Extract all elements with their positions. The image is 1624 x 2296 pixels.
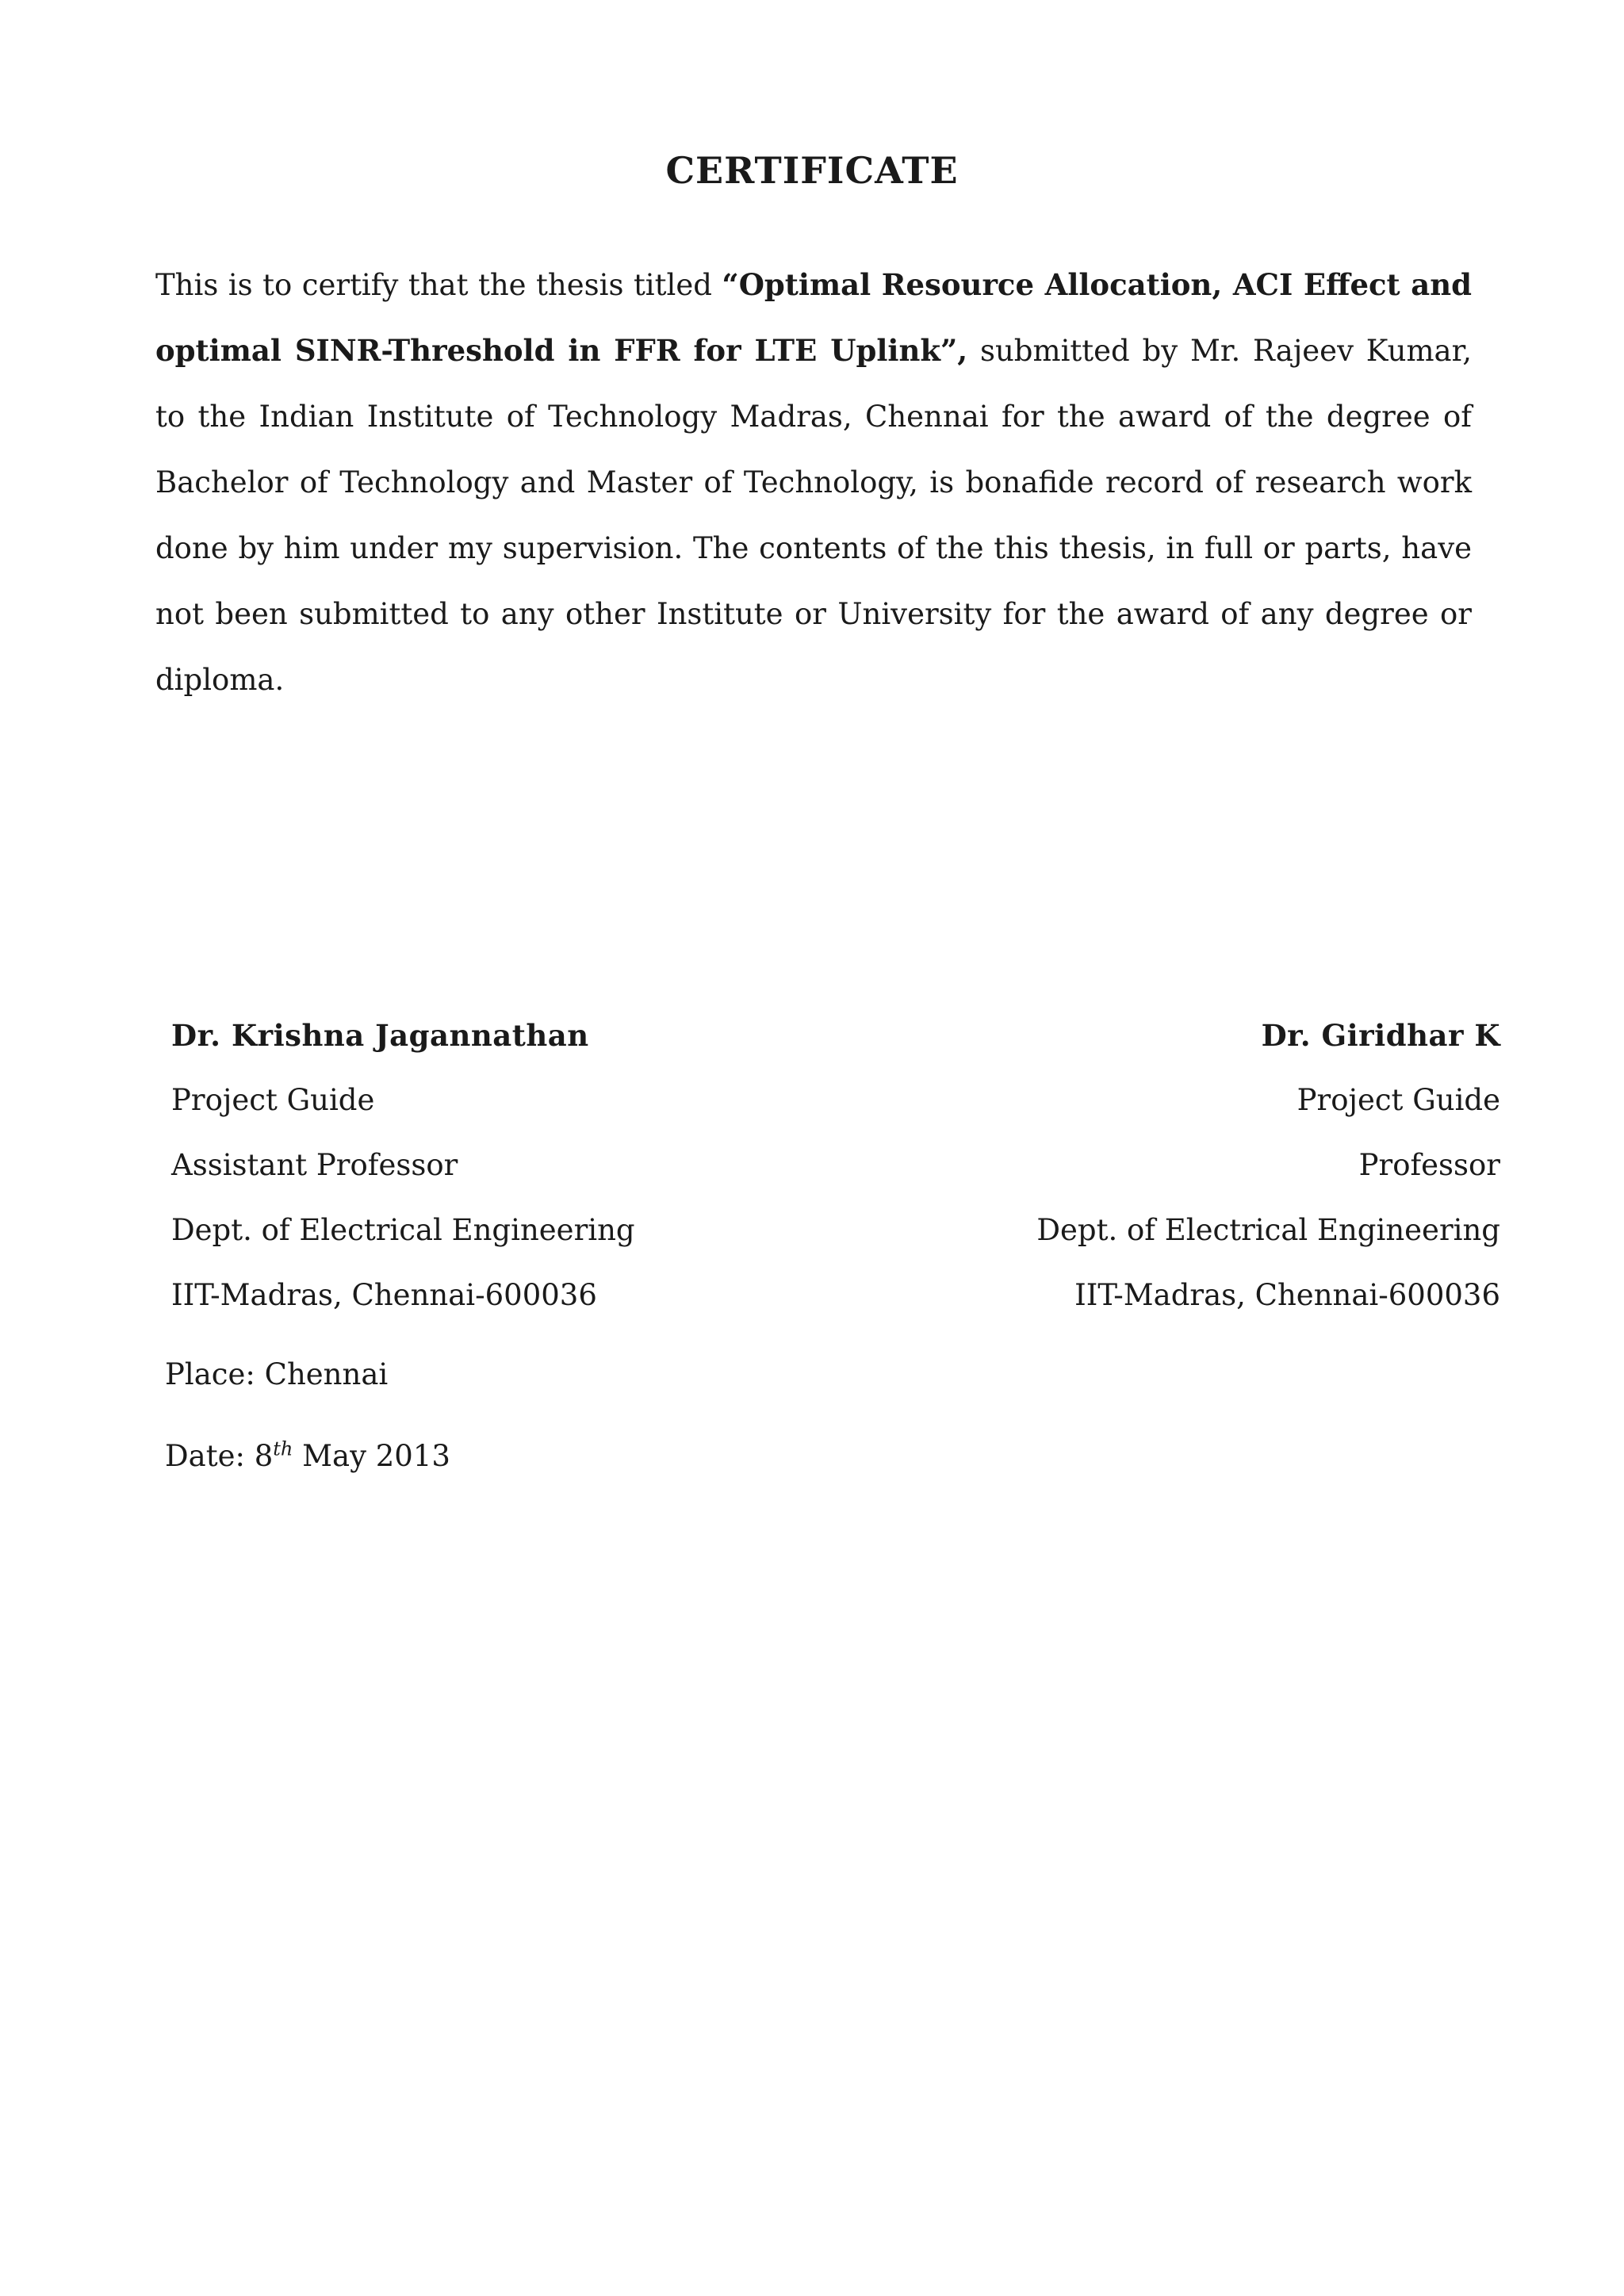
date-suffix: May 2013 (293, 1439, 450, 1473)
thesis-title: “Optimal Resource Allocation, ACI Effect and optimal SINR-Threshold in FFR for LTE Uplink”, (155, 267, 1472, 368)
body-intro: This is to certify that the thesis titled (155, 268, 722, 302)
signatory-role: Project Guide (1297, 1083, 1500, 1117)
signatory-institute: IIT-Madras, Chennai-600036 (1074, 1278, 1500, 1312)
body-rest: submitted by Mr. Rajeev Kumar, to the Indian Institute of Technology Madras, Chennai for the award of the degree of Bachelor of Technology and Master of Technology, is bonafide record of research work done by him under my supervision. The contents of the this thesis, in full or parts, have not been submitted to any other Institute or University for the award of any degree or diploma. (155, 334, 1472, 697)
signatory-name: Dr. Giridhar K (1261, 1018, 1500, 1053)
signatory-institute: IIT-Madras, Chennai-600036 (171, 1278, 597, 1312)
date-prefix: Date: 8 (165, 1439, 274, 1473)
date-line (165, 1439, 450, 1473)
signatory-left (171, 1003, 635, 1328)
signatory-department: Dept. of Electrical Engineering (1036, 1213, 1500, 1247)
signatory-right (1036, 1003, 1500, 1328)
signatory-department: Dept. of Electrical Engineering (171, 1213, 635, 1247)
certificate-body (155, 252, 1472, 713)
page-title: CERTIFICATE (665, 149, 959, 192)
date-ordinal: th (273, 1437, 293, 1460)
signatory-designation: Assistant Professor (171, 1148, 458, 1182)
signatory-name: Dr. Krishna Jagannathan (171, 1018, 589, 1053)
signatory-designation: Professor (1358, 1148, 1500, 1182)
place-line: Place: Chennai (165, 1357, 389, 1391)
signatory-role: Project Guide (171, 1083, 375, 1117)
